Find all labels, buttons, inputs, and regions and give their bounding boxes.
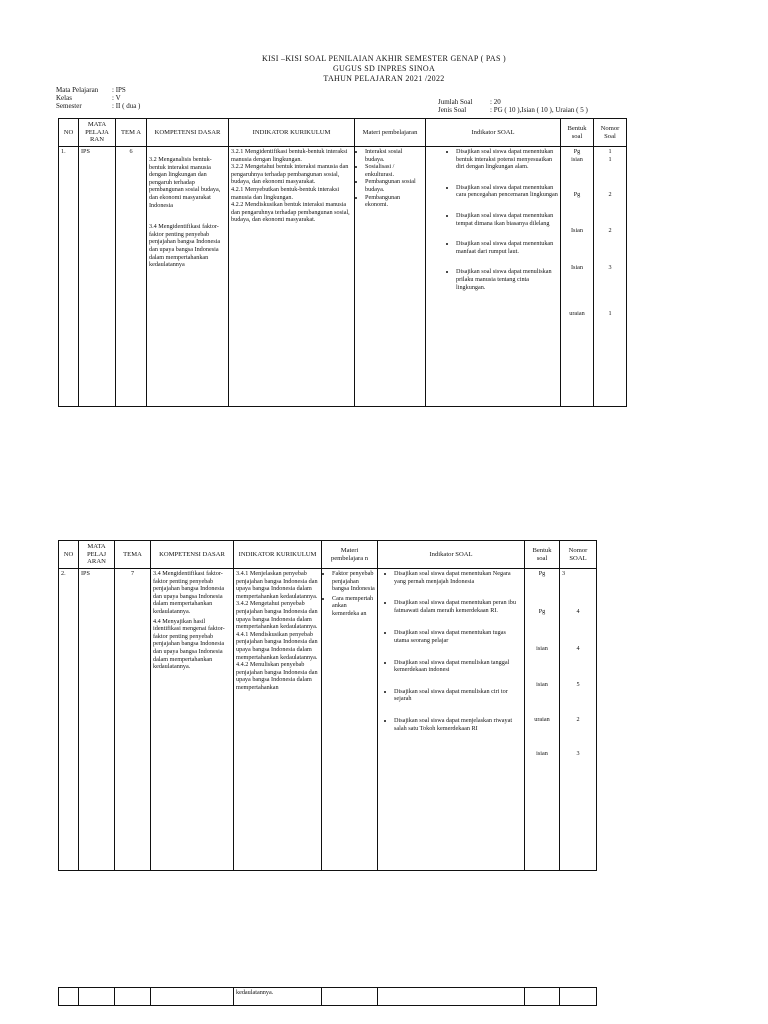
table-header-row — [59, 119, 627, 147]
header-indikator-soal: Indikator SOAL — [426, 119, 561, 147]
kd-item: 3.4 Mengidentifikasi faktor-faktor penting penyebab penjajahan bangsa Indonesia dan upaya bangsa Indonesia dalam mempertahankan kedaulatannya. — [153, 570, 225, 615]
cell-materi — [322, 569, 378, 871]
kisi-table-continuation — [58, 987, 597, 1006]
header-kd: KOMPETENSI DASAR — [147, 119, 229, 147]
cell-kd — [147, 147, 229, 407]
indikator-item: 3.2.2 Mengetahui bentuk interaksi manusia dan pengaruhnya terhadap pembangunan sosial, budaya, dan ekonomi masyarakat. — [231, 163, 349, 186]
soal-item: • Disajikan soal siswa dapat menentukan cara pencegahan pencemaran lingkungan — [456, 184, 558, 199]
header-tema: TEM A — [116, 119, 147, 147]
bentuk-item: Pg — [573, 191, 581, 199]
header-indikator-soal: Indikator SOAL — [378, 541, 525, 569]
cell-nomor — [560, 988, 597, 1006]
soal-item: • Disajikan soal siswa dapat menentukan tempat dimana ikan biasanya dilelang — [456, 212, 558, 227]
materi-item: • Cara mempertah ankan kemerdeka an — [332, 595, 375, 618]
soal-item: • Disajikan soal siswa dapat menentukan bentuk interaksi potensi menyesuaikan diri dengan lingkungan alam. — [456, 148, 558, 171]
materi-item: • Sosialisasi / enkulturasi. — [365, 163, 423, 178]
bentuk-item: uraian — [534, 716, 550, 724]
header-materi: Materi pembelajara n — [322, 541, 378, 569]
soal-item: • Disajikan soal siswa dapat menuliskan tanggal kemerdekaan indonesi — [394, 659, 522, 674]
header-nomor: Nomor Soal — [594, 119, 627, 147]
bentuk-item: Pg — [538, 570, 546, 577]
table-row — [59, 569, 597, 871]
bentuk-item: Isian — [570, 264, 584, 272]
cell-bentuk — [561, 147, 594, 407]
cell-indikator — [229, 147, 355, 407]
bentuk-item: Pg — [538, 607, 546, 615]
document-title: KISI –KISI SOAL PENILAIAN AKHIR SEMESTER GENAP ( PAS ) — [262, 54, 506, 63]
document-subtitle-year: TAHUN PELAJARAN 2021 /2022 — [323, 74, 445, 83]
nomor-item: 5 — [576, 680, 580, 688]
jenis-soal-value: : PG ( 10 ),Isian ( 10 ), Uraian ( 5 ) — [490, 106, 588, 114]
header-materi: Materi pembelajaran — [355, 119, 426, 147]
nomor-item: 1 — [608, 155, 612, 163]
kelas-label: Kelas — [56, 94, 72, 102]
header-mapel: MATA PELAJ ARAN — [79, 541, 115, 569]
cell-kd — [151, 988, 234, 1006]
kd-item: 3.2 Menganalisis bentuk-bentuk interaksi manusia dengan lingkungan dan pengaruh terhadap pembangunan sosial budaya, dan ekonomi masyarakat Indonesia — [149, 156, 221, 209]
cell-materi — [322, 988, 378, 1006]
kd-item: 4.4 Menyajikan hasil identifikasi mengenai faktor-faktor penting penyebab penjajahan bangsa Indonesia dan upaya bangsa Indonesia dalam mempertahankan kedaulatannya. — [153, 617, 225, 671]
nomor-item: 4 — [576, 607, 580, 615]
cell-no — [59, 988, 79, 1006]
indikator-item: 3.4.1 Menjelaskan penyebab penjajahan bangsa Indonesia dan upaya bangsa Indonesia dalam mempertahankan kedaulatannya. — [236, 570, 318, 600]
header-indikator: INDIKATOR KURIKULUM — [229, 119, 355, 147]
cell-mapel: IPS — [79, 147, 116, 407]
header-indikator: INDIKATOR KURIKULUM — [234, 541, 322, 569]
soal-item: • Disajikan soal siswa dapat menentukan peran ibu fatmawati dalam meraih kemerdekaan RI. — [394, 599, 522, 614]
table-row — [59, 147, 627, 407]
indikator-item: 4.4.1 Mendiskusikan penyebab penjajahan bangsa Indonesia dan upaya bangsa Indonesia dalam mempertahankan kedaulatannya. — [236, 630, 318, 661]
nomor-item: 2 — [608, 191, 612, 199]
nomor-item: 2 — [576, 716, 580, 724]
header-nomor: Nomor SOAL — [560, 541, 597, 569]
bentuk-item: isian — [536, 749, 548, 757]
bentuk-item: isian — [536, 645, 548, 653]
materi-item: • Faktor penyebab penjajahan bangsa Indonesia — [332, 570, 375, 593]
cell-nomor — [560, 569, 597, 871]
meta-left — [56, 86, 140, 110]
header-kd: KOMPETENSI DASAR — [151, 541, 234, 569]
soal-item: • Disajikan soal siswa dapat menentukan manfaat dari rumput laut. — [456, 240, 558, 255]
mapel-value: : IPS — [112, 86, 126, 94]
cell-tema: 7 — [115, 569, 151, 871]
nomor-item: 2 — [608, 226, 612, 234]
header-bentuk: Bentuk soal — [525, 541, 560, 569]
cell-tema: 6 — [116, 147, 147, 407]
cell-indikator-soal — [378, 988, 525, 1006]
mapel-label: Mata Pelajaran — [56, 86, 99, 94]
soal-item: • Disajikan soal siswa dapat menentukan Negara yang pernah menjajah Indonesia — [394, 570, 522, 585]
soal-item: • Disajikan soal siswa dapat menjelaskan riwayat salah satu Tokoh kemerdekaan RI — [394, 717, 522, 732]
indikator-item: 4.2.1 Menyebutkan bentuk-bentuk interaksi manusia dan lingkungan. — [231, 185, 340, 201]
soal-item: • Disajikan soal siswa dapat menuliskan ciri tor sejarah — [394, 688, 522, 703]
table-header-row — [59, 541, 597, 569]
jumlah-soal-value: : 20 — [490, 98, 501, 106]
nomor-item: 1 — [608, 148, 612, 155]
header-tema: TEMA — [115, 541, 151, 569]
cell-nomor — [594, 147, 627, 407]
header-no: NO — [59, 541, 79, 569]
nomor-item: 3 — [608, 264, 612, 272]
nomor-item: 3 — [576, 749, 580, 757]
nomor-item: 3 — [562, 570, 566, 577]
cell-no: 2. — [59, 569, 79, 871]
header-mapel: MATA PELAJA RAN — [79, 119, 116, 147]
document-title-block — [0, 54, 768, 84]
materi-item: • Pembangunan sosial budaya. — [365, 178, 423, 193]
semester-label: Semester — [56, 102, 82, 110]
indikator-item: 3.4.2 Mengetahui penyebab penjajahan bangsa Indonesia dan upaya bangsa Indonesia dalam mempertahankan kedaulatannya. — [236, 600, 318, 631]
bentuk-item: Pg — [573, 148, 581, 155]
bentuk-item: uraian — [569, 309, 585, 317]
cell-bentuk — [525, 569, 560, 871]
materi-item: • Interaksi sosial budaya. — [365, 148, 423, 163]
cell-kd — [151, 569, 234, 871]
table-row — [59, 988, 597, 1006]
cell-no: 1. — [59, 147, 79, 407]
kisi-table-2 — [58, 540, 597, 871]
cell-tema — [115, 988, 151, 1006]
cell-materi — [355, 147, 426, 407]
cell-indikator-soal — [378, 569, 525, 871]
indikator-item: 4.4.2 Menuliskan penyebab penjajahan bangsa Indonesia dan upaya bangsa Indonesia dalam mempertahankan — [236, 661, 318, 691]
soal-item: • Disajikan soal siswa dapat menentukan tugas utama seorang pelajar — [394, 629, 522, 644]
jenis-soal-label: Jenis Soal — [438, 106, 467, 114]
cell-mapel: IPS — [79, 569, 115, 871]
kd-item: 3.4 Mengidentifikasi faktor-faktor penting penyebab penjajahan bangsa Indonesia dan upaya bangsa Indonesia dalam mempertahankan kedaulatannya — [149, 223, 221, 269]
header-no: NO — [59, 119, 79, 147]
bentuk-item: Isian — [570, 226, 584, 234]
meta-right — [438, 98, 588, 114]
bentuk-item: isian — [536, 680, 548, 688]
cell-mapel — [79, 988, 115, 1006]
semester-value: : II ( dua ) — [112, 102, 141, 110]
cell-bentuk — [525, 988, 560, 1006]
kisi-table-1 — [58, 118, 627, 407]
cell-indikator: kedaulatannya. — [234, 988, 322, 1006]
nomor-item: 4 — [576, 645, 580, 653]
indikator-item: 4.2.2 Mendiskusikan bentuk interaksi manusia dan pengaruhnya terhadap pembangunan sosial, budaya, dan ekonomi masyarakat. — [231, 201, 350, 224]
kelas-value: : V — [112, 94, 121, 102]
cell-indikator — [234, 569, 322, 871]
indikator-item: 3.2.1 Mengidentifikasi bentuk-bentuk interaksi manusia dengan lingkungan. — [231, 148, 348, 163]
bentuk-item: isian — [571, 155, 583, 163]
jumlah-soal-label: Jumlah Soal — [438, 98, 473, 106]
document-subtitle-school: GUGUS SD INPRES SINOA — [332, 64, 436, 73]
nomor-item: 1 — [608, 309, 612, 317]
header-bentuk: Bentuk soal — [561, 119, 594, 147]
soal-item: • Disajikan soal siswa dapat menuliskan prilaku manusia tentang cinta lingkungan. — [456, 268, 558, 291]
cell-indikator-soal — [426, 147, 561, 407]
materi-item: • Pembangunan ekonomi. — [365, 194, 423, 209]
